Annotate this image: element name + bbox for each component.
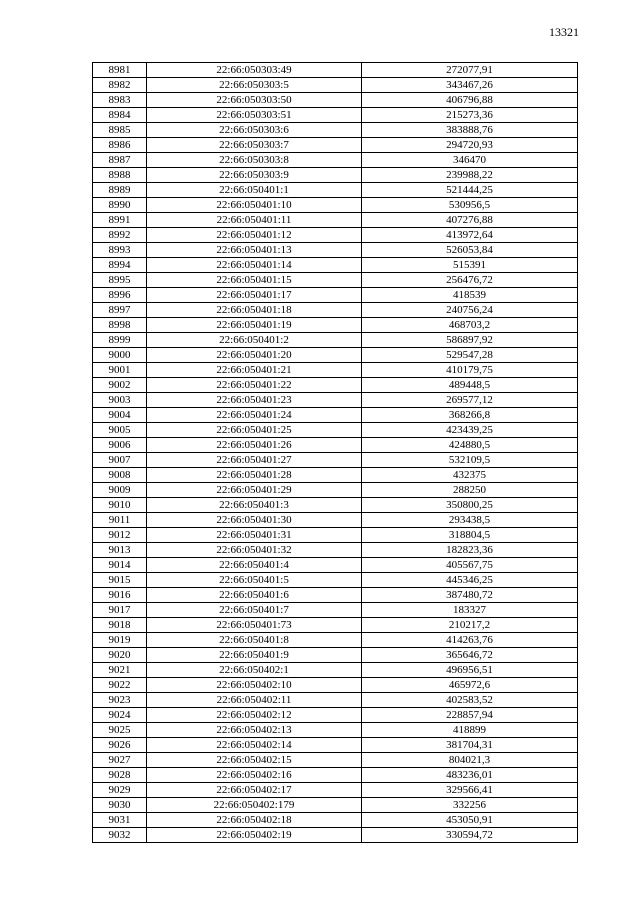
row-number-cell: 8993 xyxy=(93,243,147,258)
table-row xyxy=(93,663,578,678)
table-row xyxy=(93,753,578,768)
value-cell: 210217,2 xyxy=(362,618,578,633)
table-row xyxy=(93,648,578,663)
value-cell: 406796,88 xyxy=(362,93,578,108)
value-cell: 240756,24 xyxy=(362,303,578,318)
cadastral-number-cell: 22:66:050401:29 xyxy=(147,483,362,498)
cadastral-number-cell: 22:66:050402:13 xyxy=(147,723,362,738)
cadastral-number-cell: 22:66:050401:25 xyxy=(147,423,362,438)
cadastral-number-cell: 22:66:050401:21 xyxy=(147,363,362,378)
cadastral-number-cell: 22:66:050303:7 xyxy=(147,138,362,153)
row-number-cell: 9030 xyxy=(93,798,147,813)
table-row xyxy=(93,183,578,198)
value-cell: 407276,88 xyxy=(362,213,578,228)
row-number-cell: 9004 xyxy=(93,408,147,423)
value-cell: 804021,3 xyxy=(362,753,578,768)
cadastral-number-cell: 22:66:050401:73 xyxy=(147,618,362,633)
cadastral-number-cell: 22:66:050303:50 xyxy=(147,93,362,108)
row-number-cell: 9013 xyxy=(93,543,147,558)
value-cell: 346470 xyxy=(362,153,578,168)
row-number-cell: 9018 xyxy=(93,618,147,633)
cadastral-number-cell: 22:66:050401:22 xyxy=(147,378,362,393)
row-number-cell: 9027 xyxy=(93,753,147,768)
value-cell: 526053,84 xyxy=(362,243,578,258)
cadastral-number-cell: 22:66:050401:8 xyxy=(147,633,362,648)
table-row xyxy=(93,498,578,513)
row-number-cell: 8997 xyxy=(93,303,147,318)
cadastral-number-cell: 22:66:050401:13 xyxy=(147,243,362,258)
value-cell: 453050,91 xyxy=(362,813,578,828)
cadastral-number-cell: 22:66:050401:11 xyxy=(147,213,362,228)
table-row xyxy=(93,798,578,813)
cadastral-number-cell: 22:66:050401:2 xyxy=(147,333,362,348)
value-cell: 530956,5 xyxy=(362,198,578,213)
data-table xyxy=(92,62,578,843)
cadastral-number-cell: 22:66:050401:30 xyxy=(147,513,362,528)
value-cell: 586897,92 xyxy=(362,333,578,348)
cadastral-number-cell: 22:66:050401:10 xyxy=(147,198,362,213)
row-number-cell: 9005 xyxy=(93,423,147,438)
row-number-cell: 9002 xyxy=(93,378,147,393)
cadastral-number-cell: 22:66:050303:51 xyxy=(147,108,362,123)
value-cell: 182823,36 xyxy=(362,543,578,558)
row-number-cell: 9021 xyxy=(93,663,147,678)
table-row xyxy=(93,513,578,528)
value-cell: 368266,8 xyxy=(362,408,578,423)
cadastral-number-cell: 22:66:050303:49 xyxy=(147,63,362,78)
row-number-cell: 9010 xyxy=(93,498,147,513)
cadastral-number-cell: 22:66:050402:1 xyxy=(147,663,362,678)
table-row xyxy=(93,558,578,573)
cadastral-number-cell: 22:66:050303:6 xyxy=(147,123,362,138)
table-row xyxy=(93,408,578,423)
table-row xyxy=(93,108,578,123)
row-number-cell: 9026 xyxy=(93,738,147,753)
value-cell: 387480,72 xyxy=(362,588,578,603)
table-row xyxy=(93,273,578,288)
row-number-cell: 9015 xyxy=(93,573,147,588)
value-cell: 183327 xyxy=(362,603,578,618)
cadastral-number-cell: 22:66:050402:10 xyxy=(147,678,362,693)
cadastral-number-cell: 22:66:050401:26 xyxy=(147,438,362,453)
cadastral-number-cell: 22:66:050401:12 xyxy=(147,228,362,243)
cadastral-number-cell: 22:66:050401:1 xyxy=(147,183,362,198)
row-number-cell: 9007 xyxy=(93,453,147,468)
row-number-cell: 9017 xyxy=(93,603,147,618)
row-number-cell: 8987 xyxy=(93,153,147,168)
table-row xyxy=(93,333,578,348)
row-number-cell: 9019 xyxy=(93,633,147,648)
cadastral-number-cell: 22:66:050303:8 xyxy=(147,153,362,168)
table-row xyxy=(93,468,578,483)
cadastral-number-cell: 22:66:050401:6 xyxy=(147,588,362,603)
table-row xyxy=(93,633,578,648)
value-cell: 294720,93 xyxy=(362,138,578,153)
table-row xyxy=(93,348,578,363)
table-row xyxy=(93,783,578,798)
table-row xyxy=(93,123,578,138)
cadastral-number-cell: 22:66:050401:28 xyxy=(147,468,362,483)
table-row xyxy=(93,738,578,753)
row-number-cell: 8981 xyxy=(93,63,147,78)
row-number-cell: 9006 xyxy=(93,438,147,453)
table-row xyxy=(93,153,578,168)
value-cell: 418899 xyxy=(362,723,578,738)
value-cell: 432375 xyxy=(362,468,578,483)
table-row xyxy=(93,363,578,378)
value-cell: 330594,72 xyxy=(362,828,578,843)
cadastral-number-cell: 22:66:050401:7 xyxy=(147,603,362,618)
cadastral-number-cell: 22:66:050401:23 xyxy=(147,393,362,408)
cadastral-number-cell: 22:66:050401:17 xyxy=(147,288,362,303)
row-number-cell: 9003 xyxy=(93,393,147,408)
value-cell: 239988,22 xyxy=(362,168,578,183)
value-cell: 228857,94 xyxy=(362,708,578,723)
value-cell: 293438,5 xyxy=(362,513,578,528)
cadastral-number-cell: 22:66:050401:3 xyxy=(147,498,362,513)
table-row xyxy=(93,828,578,843)
row-number-cell: 9016 xyxy=(93,588,147,603)
cadastral-number-cell: 22:66:050401:24 xyxy=(147,408,362,423)
value-cell: 410179,75 xyxy=(362,363,578,378)
cadastral-number-cell: 22:66:050401:9 xyxy=(147,648,362,663)
value-cell: 414263,76 xyxy=(362,633,578,648)
row-number-cell: 9031 xyxy=(93,813,147,828)
value-cell: 269577,12 xyxy=(362,393,578,408)
table-row xyxy=(93,213,578,228)
row-number-cell: 9020 xyxy=(93,648,147,663)
value-cell: 381704,31 xyxy=(362,738,578,753)
row-number-cell: 9028 xyxy=(93,768,147,783)
row-number-cell: 9029 xyxy=(93,783,147,798)
table-row xyxy=(93,528,578,543)
value-cell: 423439,25 xyxy=(362,423,578,438)
row-number-cell: 9014 xyxy=(93,558,147,573)
value-cell: 418539 xyxy=(362,288,578,303)
value-cell: 496956,51 xyxy=(362,663,578,678)
value-cell: 445346,25 xyxy=(362,573,578,588)
row-number-cell: 9000 xyxy=(93,348,147,363)
cadastral-number-cell: 22:66:050401:5 xyxy=(147,573,362,588)
cadastral-number-cell: 22:66:050401:20 xyxy=(147,348,362,363)
row-number-cell: 8995 xyxy=(93,273,147,288)
value-cell: 465972,6 xyxy=(362,678,578,693)
row-number-cell: 9012 xyxy=(93,528,147,543)
row-number-cell: 9009 xyxy=(93,483,147,498)
value-cell: 318804,5 xyxy=(362,528,578,543)
cadastral-number-cell: 22:66:050402:17 xyxy=(147,783,362,798)
value-cell: 402583,52 xyxy=(362,693,578,708)
value-cell: 288250 xyxy=(362,483,578,498)
row-number-cell: 8984 xyxy=(93,108,147,123)
table-row xyxy=(93,573,578,588)
value-cell: 405567,75 xyxy=(362,558,578,573)
table-row xyxy=(93,603,578,618)
table-row xyxy=(93,588,578,603)
table-row xyxy=(93,168,578,183)
cadastral-number-cell: 22:66:050402:179 xyxy=(147,798,362,813)
table-row xyxy=(93,768,578,783)
value-cell: 515391 xyxy=(362,258,578,273)
cadastral-number-cell: 22:66:050303:9 xyxy=(147,168,362,183)
table-row xyxy=(93,618,578,633)
cadastral-number-cell: 22:66:050401:31 xyxy=(147,528,362,543)
row-number-cell: 8990 xyxy=(93,198,147,213)
cadastral-number-cell: 22:66:050402:11 xyxy=(147,693,362,708)
cadastral-number-cell: 22:66:050402:19 xyxy=(147,828,362,843)
row-number-cell: 8992 xyxy=(93,228,147,243)
cadastral-number-cell: 22:66:050401:18 xyxy=(147,303,362,318)
value-cell: 332256 xyxy=(362,798,578,813)
cadastral-number-cell: 22:66:050401:15 xyxy=(147,273,362,288)
table-row xyxy=(93,243,578,258)
table-row xyxy=(93,318,578,333)
table-row xyxy=(93,78,578,93)
table-row xyxy=(93,288,578,303)
value-cell: 413972,64 xyxy=(362,228,578,243)
row-number-cell: 9001 xyxy=(93,363,147,378)
cadastral-number-cell: 22:66:050401:27 xyxy=(147,453,362,468)
value-cell: 383888,76 xyxy=(362,123,578,138)
row-number-cell: 8996 xyxy=(93,288,147,303)
table-row xyxy=(93,453,578,468)
cadastral-number-cell: 22:66:050401:4 xyxy=(147,558,362,573)
cadastral-number-cell: 22:66:050402:18 xyxy=(147,813,362,828)
row-number-cell: 9023 xyxy=(93,693,147,708)
value-cell: 483236,01 xyxy=(362,768,578,783)
cadastral-number-cell: 22:66:050303:5 xyxy=(147,78,362,93)
row-number-cell: 9022 xyxy=(93,678,147,693)
table-row xyxy=(93,93,578,108)
cadastral-number-cell: 22:66:050402:12 xyxy=(147,708,362,723)
table-row xyxy=(93,708,578,723)
row-number-cell: 8982 xyxy=(93,78,147,93)
row-number-cell: 8991 xyxy=(93,213,147,228)
row-number-cell: 9008 xyxy=(93,468,147,483)
row-number-cell: 8999 xyxy=(93,333,147,348)
table-row xyxy=(93,483,578,498)
cadastral-number-cell: 22:66:050402:15 xyxy=(147,753,362,768)
value-cell: 489448,5 xyxy=(362,378,578,393)
row-number-cell: 9032 xyxy=(93,828,147,843)
table-row xyxy=(93,63,578,78)
value-cell: 532109,5 xyxy=(362,453,578,468)
table-row xyxy=(93,303,578,318)
table-row xyxy=(93,813,578,828)
table-row xyxy=(93,438,578,453)
value-cell: 329566,41 xyxy=(362,783,578,798)
table-row xyxy=(93,138,578,153)
value-cell: 350800,25 xyxy=(362,498,578,513)
row-number-cell: 8989 xyxy=(93,183,147,198)
table-row xyxy=(93,693,578,708)
row-number-cell: 8998 xyxy=(93,318,147,333)
row-number-cell: 8988 xyxy=(93,168,147,183)
table-body xyxy=(93,63,578,843)
value-cell: 215273,36 xyxy=(362,108,578,123)
value-cell: 272077,91 xyxy=(362,63,578,78)
table-row xyxy=(93,423,578,438)
value-cell: 256476,72 xyxy=(362,273,578,288)
row-number-cell: 8986 xyxy=(93,138,147,153)
table-row xyxy=(93,378,578,393)
page-number: 13321 xyxy=(549,25,579,39)
row-number-cell: 9025 xyxy=(93,723,147,738)
value-cell: 529547,28 xyxy=(362,348,578,363)
cadastral-number-cell: 22:66:050402:16 xyxy=(147,768,362,783)
table-row xyxy=(93,228,578,243)
table-row xyxy=(93,393,578,408)
value-cell: 343467,26 xyxy=(362,78,578,93)
value-cell: 365646,72 xyxy=(362,648,578,663)
table-row xyxy=(93,543,578,558)
table-row xyxy=(93,198,578,213)
table-row xyxy=(93,258,578,273)
row-number-cell: 8985 xyxy=(93,123,147,138)
row-number-cell: 8983 xyxy=(93,93,147,108)
table-row xyxy=(93,723,578,738)
value-cell: 468703,2 xyxy=(362,318,578,333)
cadastral-number-cell: 22:66:050402:14 xyxy=(147,738,362,753)
table-row xyxy=(93,678,578,693)
cadastral-number-cell: 22:66:050401:19 xyxy=(147,318,362,333)
row-number-cell: 9011 xyxy=(93,513,147,528)
row-number-cell: 9024 xyxy=(93,708,147,723)
row-number-cell: 8994 xyxy=(93,258,147,273)
cadastral-number-cell: 22:66:050401:14 xyxy=(147,258,362,273)
value-cell: 521444,25 xyxy=(362,183,578,198)
value-cell: 424880,5 xyxy=(362,438,578,453)
cadastral-number-cell: 22:66:050401:32 xyxy=(147,543,362,558)
